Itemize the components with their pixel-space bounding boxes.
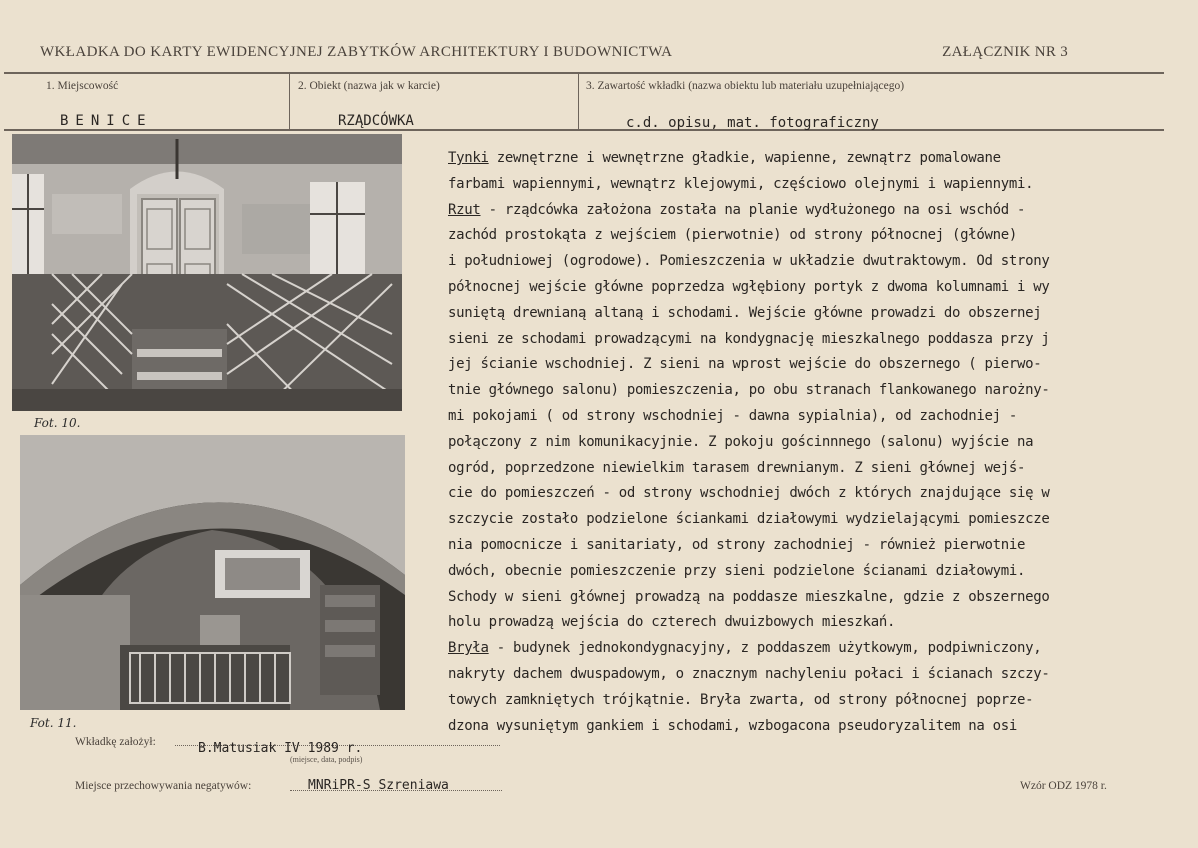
line-text: ogród, poprzedzone niewielkim tarasem drewnianym. Z sieni głównej wejś- [448,459,1026,476]
annex-number: ZAŁĄCZNIK NR 3 [942,44,1068,60]
line-text: szczycie zostało podzielone ściankami działowymi wydzielającymi pomieszcze [448,511,1050,528]
line-text: i południowej (ogrodowe). Pomieszczenia w układzie dwutraktowym. Od strony [448,253,1050,270]
line-text: zachód prostokąta z wejściem (pierwotnie) od strony północnej (główne) [448,227,1018,244]
section-heading: Tynki [448,150,489,166]
description-line [448,249,1168,275]
description-line [448,198,1168,224]
photo-cellar [20,435,405,710]
description-line [448,610,1168,636]
description-line [448,688,1168,714]
photo-cellar-image [20,435,405,710]
line-text: sieni ze schodami prowadzącymi na kondygnację mieszkalnego poddasza przy j [448,330,1050,347]
photo-entrance-caption: Fot. 10. [34,416,81,430]
description-line [448,533,1168,559]
description-line [448,430,1168,456]
model-label: Wzór ODZ 1978 r. [1020,780,1107,792]
line-text: połączony z nim komunikacyjnie. Z pokoju gościnnnego (salonu) wyjście na [448,433,1034,450]
object-value: RZĄDCÓWKA [338,113,414,129]
description-body [448,146,1168,739]
line-text: dzona wysuniętym gankiem i schodami, wzbogacona pseudoryzalitem na osi [448,717,1018,734]
line-text: - budynek jednokondygnacyjny, z poddaszem użytkowym, podpiwniczony, [488,640,1042,657]
description-line [448,352,1168,378]
negatives-value: MNRiPR-S Szreniawa [308,778,449,793]
header-bottom-rule [4,129,1164,131]
description-line [448,301,1168,327]
description-line [448,714,1168,740]
form-title: WKŁADKA DO KARTY EWIDENCYJNEJ ZABYTKÓW ARCHITEKTURY I BUDOWNICTWA [40,44,673,60]
line-text: tnie głównego salonu) pomieszczenia, po obu stranach flankowanego narożny- [448,382,1050,399]
description-line [448,378,1168,404]
description-line [448,662,1168,688]
contents-label: 3. Zawartość wkładki (nazwa obiektu lub materiału uzupełniającego) [586,80,905,92]
contents-value: c.d. opisu, mat. fotograficzny [626,115,879,131]
section-heading: Bryła [448,640,489,657]
description-line [448,636,1168,662]
line-text: suniętą drewnianą altaną i schodami. Wejście główne prowadzi do obszernej [448,304,1042,321]
description-line [448,481,1168,507]
photo-entrance [12,134,402,411]
line-text: mi pokojami ( od strony wschodniej - dawna sypialnia), od zachodniej - [448,407,1018,424]
header-top-rule [4,72,1164,74]
locality-label: 1. Miejscowość [46,80,119,92]
line-text: zewnętrzne i wewnętrzne gładkie, wapienne, zewnątrz pomalowane [488,150,1001,166]
line-text: nakryty dachem dwuspadowym, o znacznym nachyleniu połaci i ścianach szczy- [448,665,1050,682]
description-line [448,559,1168,585]
line-text: jej ścianie wschodniej. Z sieni na wprost wejście do obszernego ( pierwo- [448,356,1042,373]
line-text: dwóch, obecnie pomieszczenie przy sieni podzielone ścianami działowymi. [448,562,1026,579]
description-line [448,404,1168,430]
author-label: Wkładkę założył: [75,736,156,748]
header-divider-2 [578,72,579,129]
description-line [448,146,1168,172]
description-line [448,456,1168,482]
line-text: cie do pomieszczeń - od strony wschodniej dwóch z których znajdujące się w [448,485,1050,502]
negatives-label: Miejsce przechowywania negatywów: [75,780,252,792]
photo-entrance-image [12,134,402,411]
object-label: 2. Obiekt (nazwa jak w karcie) [298,80,440,92]
header-divider-1 [289,72,290,129]
description-line [448,223,1168,249]
description-line [448,585,1168,611]
line-text: północnej wejście główne poprzedza wgłębiony portyk z dwoma kolumnami i wy [448,278,1050,295]
section-heading: Rzut [448,201,481,218]
line-text: towych zamkniętych trójkątnie. Bryła zwarta, od strony północnej poprze- [448,691,1034,708]
description-line [448,275,1168,301]
photo-cellar-caption: Fot. 11. [30,716,77,730]
line-text: farbami wapiennymi, wewnątrz klejowymi, częściowo olejnymi i wapiennymi. [448,175,1034,192]
locality-value: BENICE [60,113,153,129]
line-text: - rządcówka założona została na planie wydłużonego na osi wschód - [480,201,1026,218]
description-line [448,327,1168,353]
line-text: Schody w sieni głównej prowadzą na poddasze mieszkalne, gdzie z obszernego [448,588,1050,605]
line-text: nia pomocnicze i sanitariaty, od strony zachodniej - również pierwotnie [448,536,1026,553]
line-text: holu prowadzą wejścia do czterech dwuizbowych mieszkań. [448,614,896,631]
author-hint: (miejsce, data, podpis) [290,755,363,764]
description-line [448,172,1168,198]
author-value: B.Matusiak IV 1989 r. [198,741,363,756]
description-line [448,507,1168,533]
